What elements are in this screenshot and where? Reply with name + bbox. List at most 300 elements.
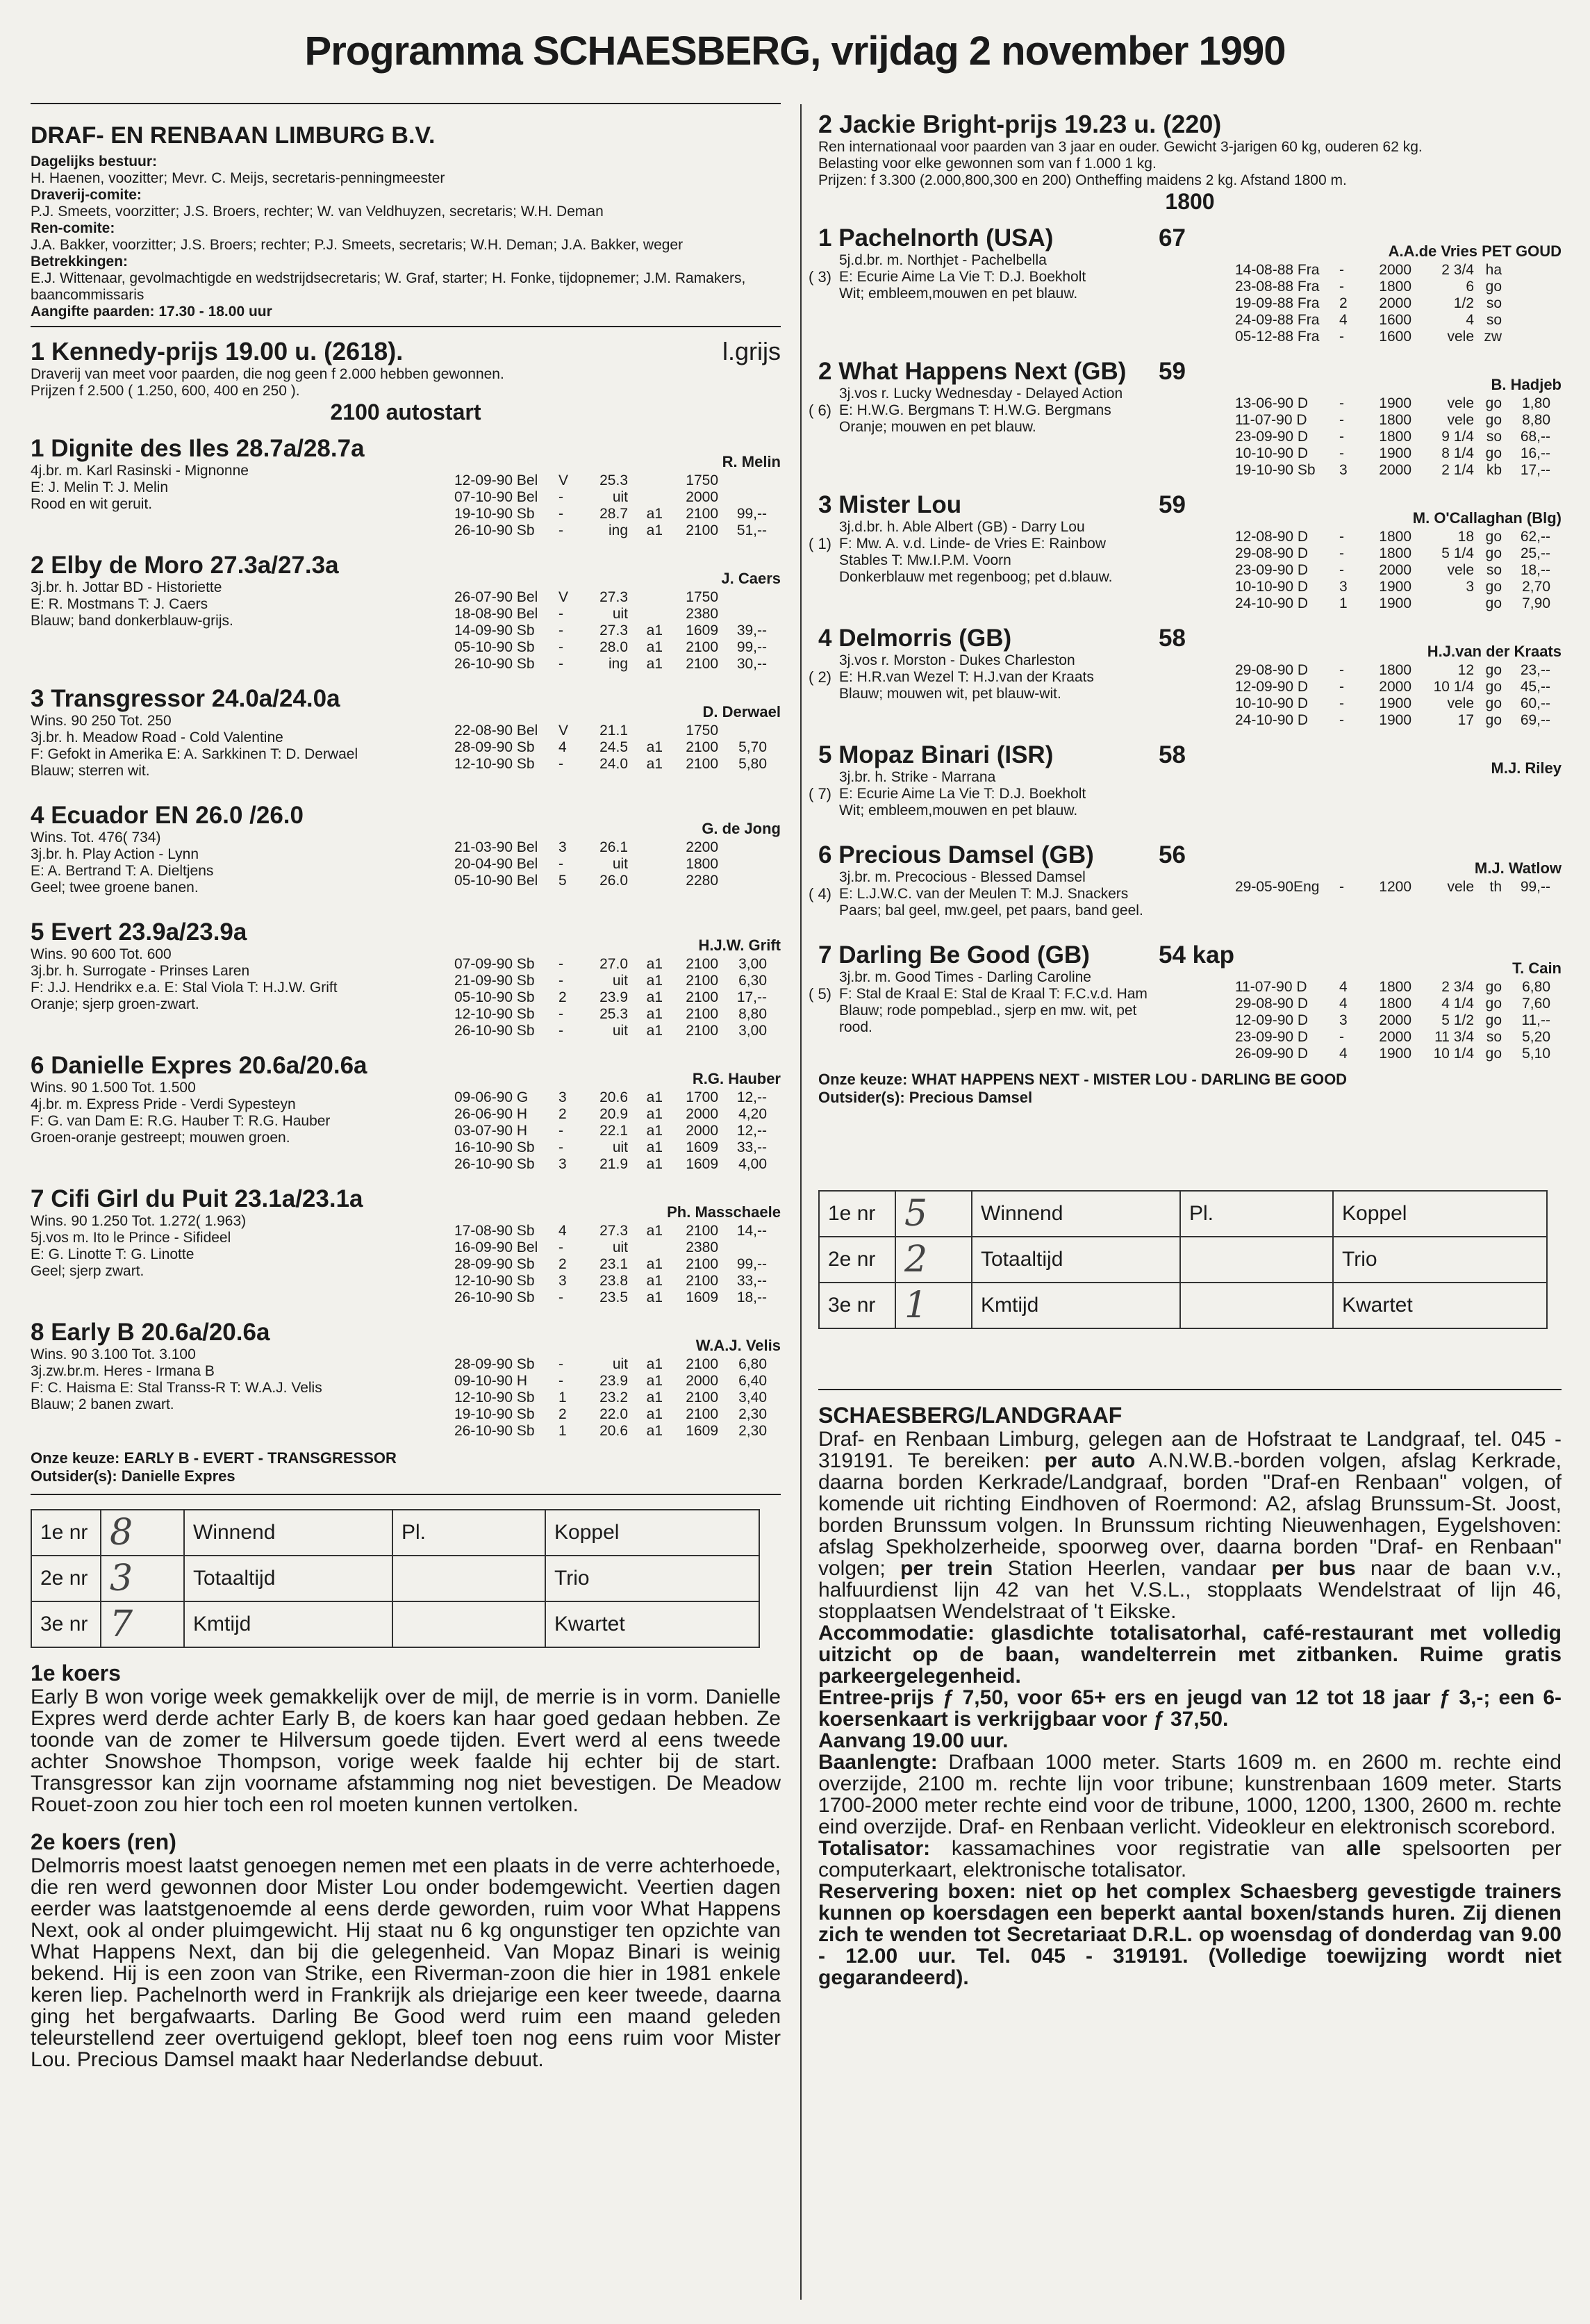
form-row	[1235, 695, 1555, 712]
horse-info-line: 5j.vos m. Ito le Prince - Sifideel	[31, 1230, 231, 1246]
form-cell	[722, 873, 771, 889]
horse-info-line: 3j.zw.br.m. Heres - Irmana B	[31, 1363, 215, 1379]
info-text: naar de baan v.v., halfuurdienst lijn 42 van het V.S.L., stopplaats Wendelstraat of lijn 46, stopplaatsen Wendelstraat of 't Eikske.	[818, 1557, 1562, 1623]
form-table	[454, 1223, 771, 1306]
form-cell: 18,--	[1520, 562, 1550, 578]
form-cell: a1	[646, 956, 663, 972]
tote-cell	[392, 1601, 545, 1647]
horse-trainer: D. Derwael	[702, 703, 781, 720]
race1-prizes: Prijzen f 2.500 ( 1.250, 600, 400 en 250 ).	[31, 383, 300, 399]
horse-weight: 59	[1159, 358, 1186, 385]
form-cell: 16,--	[1520, 445, 1550, 461]
form-cell: vele	[1447, 329, 1474, 345]
form-row	[454, 856, 771, 873]
tote-cell	[392, 1556, 545, 1601]
tote-label: Koppel	[545, 1510, 759, 1556]
form-cell: 3	[1339, 579, 1348, 595]
horse-info-line: 3j.br. h. Jottar BD - Historiette	[31, 579, 222, 595]
form-cell: 23.8	[599, 1273, 628, 1289]
info-entree: Entree-prijs ƒ 7,50, voor 65+ ers en jeugd van 12 tot 18 jaar ƒ 3,-; een 6-koersenkaart is verkrijgbaar voor ƒ 37,50.	[818, 1686, 1562, 1731]
form-cell: 26-10-90 Sb	[454, 1023, 535, 1039]
form-cell: go	[1485, 1046, 1502, 1062]
form-cell: 1800	[1379, 279, 1411, 295]
form-cell: 2	[558, 1406, 567, 1422]
form-row	[1235, 429, 1555, 445]
tote-label: 2e nr	[31, 1556, 101, 1601]
form-cell: 26-10-90 Sb	[454, 1423, 535, 1439]
form-cell: 99,--	[736, 639, 767, 655]
form-cell: go	[1485, 545, 1502, 561]
horse-name: 3 Transgressor 24.0a/24.0a	[31, 685, 340, 712]
form-cell: 2100	[686, 1223, 718, 1239]
horse-trainer: J. Caers	[721, 570, 781, 587]
horse-trainer: Ph. Masschaele	[667, 1203, 781, 1221]
form-table	[454, 956, 771, 1039]
form-cell: 26.0	[599, 873, 628, 889]
form-cell: 1,80	[1522, 395, 1550, 411]
tote-label: Winnend	[184, 1510, 392, 1556]
form-cell: go	[1485, 595, 1502, 611]
form-cell: 21.1	[599, 723, 628, 739]
horse-info-line: 3j.br. h. Strike - Marrana	[839, 769, 996, 785]
form-cell: 2000	[686, 489, 718, 505]
form-cell: 3	[1466, 579, 1474, 595]
form-cell: -	[558, 1023, 563, 1039]
form-cell: a1	[646, 1089, 663, 1105]
form-cell: -	[558, 606, 563, 622]
form-cell: 11-07-90 D	[1235, 979, 1307, 995]
race1-outsider: Outsider(s): Danielle Expres	[31, 1467, 235, 1485]
form-row	[1235, 879, 1555, 896]
form-row	[1235, 445, 1555, 462]
form-cell: 24.0	[599, 756, 628, 772]
form-cell	[632, 873, 667, 889]
race1-horse-list	[31, 435, 781, 1442]
org-line: E.J. Wittenaar, gevolmachtigde en wedstrijdsecretaris; W. Graf, starter; H. Fonke, tijdopnemer; J.M. Ramakers, baancommissaris	[31, 270, 746, 303]
form-cell: 20.6	[599, 1089, 628, 1105]
form-cell: 23,--	[1520, 662, 1550, 678]
form-cell: 2	[558, 989, 567, 1005]
horse-entry	[809, 941, 1562, 1065]
form-table	[454, 723, 771, 773]
form-cell: so	[1486, 312, 1502, 328]
form-cell: 10-10-90 D	[1235, 579, 1309, 595]
form-row	[1235, 545, 1555, 562]
form-cell: 1609	[686, 1139, 718, 1155]
form-cell: 1609	[686, 1289, 718, 1305]
form-cell	[1506, 279, 1555, 295]
form-cell: 12-10-90 Sb	[454, 1006, 535, 1022]
tote-handwritten: 2	[895, 1237, 972, 1283]
form-cell: 3	[558, 1089, 567, 1105]
org-line: H. Haenen, voozitter; Mevr. C. Meijs, secretaris-penningmeester	[31, 170, 445, 186]
form-row	[454, 1156, 771, 1173]
horse-weight: 58	[1159, 741, 1186, 768]
form-cell: 26-10-90 Sb	[454, 1156, 535, 1172]
form-row	[1235, 979, 1555, 996]
info-text: Drafbaan 1000 meter. Starts 1609 m. en 2600 m. rechte eind overzijde, 2100 m. rechte lijn voor tribune; kunstrenbaan 1609 meter. Starts 1700-2000 meter rechte eind voor de tribune, 1000, 1200, 1300, 2600 m. rechte eind overzijde. Draf- en Renbaan verlicht. Videokleur en elektronisch scorebord.	[818, 1751, 1562, 1838]
tote-label: Pl.	[392, 1510, 545, 1556]
form-cell: -	[1339, 262, 1344, 278]
tote-label: 2e nr	[819, 1237, 895, 1283]
form-cell: 26-10-90 Sb	[454, 522, 535, 538]
form-row	[454, 1373, 771, 1390]
horse-info-line: 5j.d.br. m. Northjet - Pachelbella	[839, 252, 1047, 268]
horse-trainer: R. Melin	[722, 453, 781, 470]
form-cell: 2 3/4	[1441, 979, 1474, 995]
form-cell: -	[1339, 879, 1344, 895]
form-cell: 12-09-90 Bel	[454, 472, 538, 488]
horse-info-line: 3j.br. h. Meadow Road - Cold Valentine	[31, 730, 283, 745]
tote-handwritten: 8	[101, 1510, 184, 1556]
form-cell: 16-09-90 Bel	[454, 1239, 538, 1255]
form-cell	[632, 839, 667, 856]
form-cell: 4,00	[738, 1156, 767, 1172]
form-cell: a1	[646, 1123, 663, 1139]
form-cell: 2000	[1379, 295, 1411, 311]
info-text: per trein	[900, 1557, 993, 1580]
horse-info-line: Donkerblauw met regenboog; pet d.blauw.	[839, 569, 1113, 585]
divider	[31, 103, 781, 104]
race1-keuze: Onze keuze: EARLY B - EVERT - TRANSGRESSOR	[31, 1449, 397, 1467]
form-cell: -	[1339, 1029, 1344, 1045]
form-cell: so	[1486, 562, 1502, 578]
form-cell: go	[1485, 712, 1502, 728]
form-cell: go	[1485, 445, 1502, 461]
form-cell: a1	[646, 1423, 663, 1439]
form-cell: 23-08-88 Fra	[1235, 279, 1320, 295]
form-row	[454, 1423, 771, 1440]
form-cell: 23-09-90 D	[1235, 1029, 1309, 1045]
form-cell: 1	[558, 1390, 567, 1406]
form-cell: 2000	[1379, 462, 1411, 478]
horse-name-text: 5 Mopaz Binari (ISR)	[818, 741, 1054, 768]
form-cell: 2380	[686, 606, 718, 622]
form-cell: 2 3/4	[1441, 262, 1474, 278]
form-cell: so	[1486, 295, 1502, 311]
form-cell: 17-08-90 Sb	[454, 1223, 535, 1239]
horse-entry	[809, 358, 1562, 481]
form-cell: 8,80	[1522, 412, 1550, 428]
form-cell: -	[558, 1239, 563, 1255]
horse-entry	[31, 1185, 781, 1309]
form-row	[1235, 595, 1555, 612]
form-cell: 5,70	[738, 739, 767, 755]
form-cell: 18-08-90 Bel	[454, 606, 538, 622]
form-cell: 2380	[686, 1239, 718, 1255]
form-cell: -	[558, 489, 563, 505]
koers1-title: 1e koers	[31, 1660, 121, 1686]
tote-label: Koppel	[1333, 1191, 1547, 1237]
org-line: J.A. Bakker, voorzitter; J.S. Broers; rechter; P.J. Smeets, secretaris; W.H. Deman; J.A. Bakker, weger	[31, 237, 684, 253]
form-cell: 6,40	[738, 1373, 767, 1389]
form-cell: 5	[558, 873, 567, 889]
form-cell: 19-10-90 Sb	[1235, 462, 1316, 478]
form-cell: 23.9	[599, 1373, 628, 1389]
horse-info-line: E: J. Melin T: J. Melin	[31, 479, 169, 495]
form-cell: 3	[1339, 1012, 1348, 1028]
horse-number: ( 3)	[809, 268, 831, 286]
form-cell: 6,80	[738, 1356, 767, 1372]
form-cell: a1	[646, 1156, 663, 1172]
tote-label: 1e nr	[819, 1191, 895, 1237]
form-row	[1235, 295, 1555, 312]
form-cell: 10 1/4	[1433, 679, 1474, 695]
horse-info-line: Blauw; sterren wit.	[31, 763, 150, 779]
form-cell: a1	[646, 1223, 663, 1239]
form-cell: 5,20	[1522, 1029, 1550, 1045]
horse-name	[818, 841, 1562, 869]
form-cell: 26-09-90 D	[1235, 1046, 1309, 1062]
tote-handwritten: 1	[895, 1283, 972, 1328]
race2-outsider: Outsider(s): Precious Damsel	[818, 1089, 1033, 1106]
tote-label: Totaaltijd	[972, 1237, 1180, 1283]
form-cell: a1	[646, 1023, 663, 1039]
form-cell: vele	[1447, 695, 1474, 711]
form-cell: 12-10-90 Sb	[454, 756, 535, 772]
form-cell: -	[1339, 662, 1344, 678]
form-cell: 1800	[1379, 412, 1411, 428]
form-cell: 1	[558, 1423, 567, 1439]
tote-label: Kmtijd	[972, 1283, 1180, 1328]
form-table	[1235, 879, 1555, 896]
horse-info-line: 3j.br. h. Play Action - Lynn	[31, 846, 199, 862]
form-cell: -	[558, 756, 563, 772]
form-cell	[1416, 595, 1478, 612]
form-cell: -	[1339, 279, 1344, 295]
info-text: Draf- en Renbaan Limburg, gelegen aan de Hofstraat te Landgraaf, tel. 045 - 319191. Te bereiken:	[818, 1428, 1562, 1472]
race2-tote-table	[818, 1190, 1548, 1329]
tote-label: Totaaltijd	[184, 1556, 392, 1601]
form-cell: 1800	[1379, 662, 1411, 678]
form-row	[454, 472, 771, 489]
form-cell: 4	[1339, 312, 1348, 328]
form-row	[454, 1239, 771, 1256]
form-row	[454, 1273, 771, 1289]
form-cell: 19-10-90 Sb	[454, 506, 535, 522]
form-cell: 2100	[686, 506, 718, 522]
form-cell: 8 1/4	[1441, 445, 1474, 461]
horse-info-line: Wins. Tot. 476( 734)	[31, 830, 161, 846]
form-cell: a1	[646, 1373, 663, 1389]
form-cell: 1600	[1379, 329, 1411, 345]
form-cell: 22-08-90 Bel	[454, 723, 538, 739]
form-cell	[1506, 312, 1555, 329]
form-cell: 2	[558, 1256, 567, 1272]
form-cell: 1900	[1379, 595, 1411, 611]
form-row	[454, 1023, 771, 1039]
koers2-title: 2e koers (ren)	[31, 1829, 176, 1854]
form-cell: 11,--	[1521, 1012, 1550, 1028]
form-cell: go	[1485, 412, 1502, 428]
form-cell: 09-06-90 G	[454, 1089, 529, 1105]
form-cell: 4,20	[738, 1106, 767, 1122]
horse-info-line: Stables T: Mw.I.P.M. Voorn	[839, 552, 1011, 568]
form-cell: 2100	[686, 989, 718, 1005]
form-cell: 25.3	[599, 1006, 628, 1022]
form-cell: 12-09-90 D	[1235, 679, 1309, 695]
form-cell: 26-07-90 Bel	[454, 589, 538, 605]
form-cell: 29-08-90 D	[1235, 996, 1309, 1012]
form-row	[454, 639, 771, 656]
form-table	[454, 1356, 771, 1440]
form-cell: 23.2	[599, 1390, 628, 1406]
form-table	[454, 1089, 771, 1173]
form-cell: 2100	[686, 522, 718, 538]
form-cell: 1900	[1379, 445, 1411, 461]
horse-entry	[809, 841, 1562, 932]
form-cell: 2100	[686, 1406, 718, 1422]
horse-entry	[809, 741, 1562, 832]
horse-entry	[31, 435, 781, 542]
form-cell: 11 3/4	[1434, 1029, 1474, 1045]
form-row	[1235, 679, 1555, 695]
form-cell: 1	[1339, 595, 1348, 611]
form-cell: 2000	[1379, 1012, 1411, 1028]
form-row	[454, 522, 771, 539]
form-cell: 2	[558, 1106, 567, 1122]
form-cell: 2,30	[738, 1423, 767, 1439]
race1-tag: l.grijs	[722, 337, 781, 365]
form-table	[1235, 979, 1555, 1062]
info-baanlengte	[818, 1752, 1562, 1838]
horse-weight: 59	[1159, 491, 1186, 518]
horse-info-line: Blauw; rode pompeblad., sjerp en mw. wit, pet	[839, 1003, 1137, 1019]
form-cell: 4	[558, 1223, 567, 1239]
form-cell: 17,--	[1520, 462, 1550, 478]
form-cell: a1	[646, 506, 663, 522]
form-cell: 26.1	[599, 839, 628, 855]
form-cell: 2100	[686, 639, 718, 655]
horse-info-line: F: C. Haisma E: Stal Transs-R T: W.A.J. Velis	[31, 1380, 322, 1396]
form-cell: 1750	[686, 723, 718, 739]
horse-info-line: E: R. Mostmans T: J. Caers	[31, 596, 208, 612]
form-row	[1235, 462, 1555, 479]
org-line: Draverij-comite:	[31, 187, 142, 203]
form-cell: go	[1485, 529, 1502, 545]
form-cell: 3	[558, 839, 567, 855]
horse-info-line: Oranje; sjerp groen-zwart.	[31, 996, 199, 1012]
horse-info-line: Wit; embleem,mouwen en pet blauw.	[839, 286, 1078, 302]
horse-info-line: Wins. 90 600 Tot. 600	[31, 946, 172, 962]
form-cell: 68,--	[1520, 429, 1550, 445]
form-cell: 6,80	[1522, 979, 1550, 995]
form-cell: -	[558, 956, 563, 972]
form-cell: 23-09-90 D	[1235, 429, 1309, 445]
koers2-text: Delmorris moest laatst genoegen nemen met een plaats in de verre achterhoede, die ren werd gewonnen door Mister Lou onder bodemgewicht. Veertien dagen eerder was laatstgenoemde al eens derde geworden, ruim voor What Happens Next, ook al onder pluimgewicht. Hij staat nu 6 kg ongunstiger ten opzichte van What Happens Next, dan bij die gelegenheid. Van Mopaz Binari is weinig bekend. Hij is een zoon van Strike, een Riverman-zoon die hier in 1981 enkele keren liep. Pachelnorth werd in Frankrijk als driejarige een keer tweede, daarna ging het bergafwaarts. Darling Be Good werd ruim een maand geleden teleurstellend zeer overtuigend geklopt, bleef toen nog eens ruim voor Mister Lou. Precious Damsel maakt haar Nederlandse debuut.	[31, 1854, 781, 2071]
form-row	[454, 606, 771, 623]
horse-trainer: H.J.van der Kraats	[1427, 643, 1562, 660]
form-cell: 26-06-90 H	[454, 1106, 528, 1122]
form-cell: 19-09-88 Fra	[1235, 295, 1320, 311]
form-table	[454, 472, 771, 539]
info-text: Totalisator:	[818, 1837, 931, 1860]
form-cell: 4	[1339, 1046, 1348, 1062]
horse-info-line: 3j.d.br. h. Able Albert (GB) - Darry Lou	[839, 519, 1085, 535]
divider	[31, 326, 781, 327]
horse-weight: 56	[1159, 841, 1186, 868]
form-cell: vele	[1447, 395, 1474, 411]
race2-keuze: Onze keuze: WHAT HAPPENS NEXT - MISTER LOU - DARLING BE GOOD	[818, 1071, 1348, 1088]
form-row	[454, 656, 771, 673]
form-table	[1235, 262, 1555, 345]
form-cell: uit	[612, 1023, 628, 1039]
horse-number: ( 5)	[809, 985, 831, 1003]
form-cell: 1609	[686, 1156, 718, 1172]
form-cell: a1	[646, 1406, 663, 1422]
horse-weight: 58	[1159, 625, 1186, 652]
form-cell: -	[1339, 679, 1344, 695]
info-text: A.N.W.B.-borden volgen, afslag Kerkrade, daarna borden Kerkrade/Landgraaf, borden "Draf-en Renbaan" volgen, of komende uit richting Eindhoven of Roermond: A2, afslag Brunssum-St. Joost, borden Brunssum volgen. In Brunssum richting Nieuwenhagen, Eygelshoven: afslag Spekholzerheide, spoorweg over, daarna borden "Draf- en Renbaan" volgen;	[818, 1449, 1562, 1580]
tote-handwritten: 3	[101, 1556, 184, 1601]
info-title: SCHAESBERG/LANDGRAAF	[818, 1403, 1123, 1428]
info-directions	[818, 1428, 1562, 1622]
form-cell: 2100	[686, 756, 718, 772]
form-table	[454, 839, 771, 889]
form-cell: 11-07-90 D	[1235, 412, 1307, 428]
form-cell	[1506, 295, 1555, 312]
form-cell: 2100	[686, 1256, 718, 1272]
horse-info-line: 3j.br. h. Surrogate - Prinses Laren	[31, 963, 250, 979]
horse-info-line: 3j.br. m. Precocious - Blessed Damsel	[839, 869, 1086, 885]
form-row	[1235, 1029, 1555, 1046]
horse-entry	[31, 685, 781, 792]
form-cell: 1600	[1379, 312, 1411, 328]
form-row	[1235, 579, 1555, 595]
form-cell: 9 1/4	[1441, 429, 1474, 445]
form-cell: 12,--	[736, 1123, 767, 1139]
horse-info-line: Blauw; 2 banen zwart.	[31, 1396, 174, 1412]
form-cell: 23.1	[599, 1256, 628, 1272]
form-cell: uit	[612, 1356, 628, 1372]
horse-info-line: Wins. 90 1.500 Tot. 1.500	[31, 1080, 196, 1096]
info-accommodatie: Accommodatie: glasdichte totalisatorhal, café-restaurant met volledig uitzicht op de baan, wandelterrein met zitbanken. Ruime gratis parkeergelegenheid.	[818, 1622, 1562, 1688]
horse-name: 5 Evert 23.9a/23.9a	[31, 918, 247, 946]
form-cell	[632, 1239, 667, 1256]
form-row	[1235, 529, 1555, 545]
tote-label: Kwartet	[1333, 1283, 1547, 1328]
form-cell: 1700	[686, 1089, 718, 1105]
horse-trainer: M.J. Watlow	[1474, 859, 1562, 877]
form-cell: 23.5	[599, 1289, 628, 1305]
horse-info-line: 3j.br. m. Good Times - Darling Caroline	[839, 969, 1091, 985]
horse-name: 4 Ecuador EN 26.0 /26.0	[31, 802, 304, 829]
form-row	[1235, 1012, 1555, 1029]
form-cell: 28-09-90 Sb	[454, 1256, 535, 1272]
form-cell: go	[1485, 695, 1502, 711]
horse-entry	[31, 802, 781, 909]
form-cell: -	[558, 639, 563, 655]
form-cell: 1900	[1379, 1046, 1411, 1062]
form-cell: 25.3	[599, 472, 628, 488]
org-line: Dagelijks bestuur:	[31, 154, 158, 170]
horse-entry	[31, 1052, 781, 1176]
form-cell: uit	[612, 606, 628, 622]
form-cell: 14,--	[736, 1223, 767, 1239]
form-cell: 10-10-90 D	[1235, 445, 1309, 461]
horse-trainer: T. Cain	[1512, 959, 1562, 977]
race2-prizes: Prijzen: f 3.300 (2.000,800,300 en 200) Ontheffing maidens 2 kg. Afstand 1800 m.	[818, 172, 1347, 188]
tote-label: Winnend	[972, 1191, 1180, 1237]
form-cell	[722, 1239, 771, 1256]
form-cell: 20.6	[599, 1423, 628, 1439]
form-cell: 05-10-90 Sb	[454, 989, 535, 1005]
info-text: per bus	[1271, 1557, 1356, 1580]
form-cell: 1800	[1379, 979, 1411, 995]
form-cell: 09-10-90 H	[454, 1373, 528, 1389]
form-cell: -	[1339, 395, 1344, 411]
form-cell: 99,--	[1520, 879, 1550, 895]
